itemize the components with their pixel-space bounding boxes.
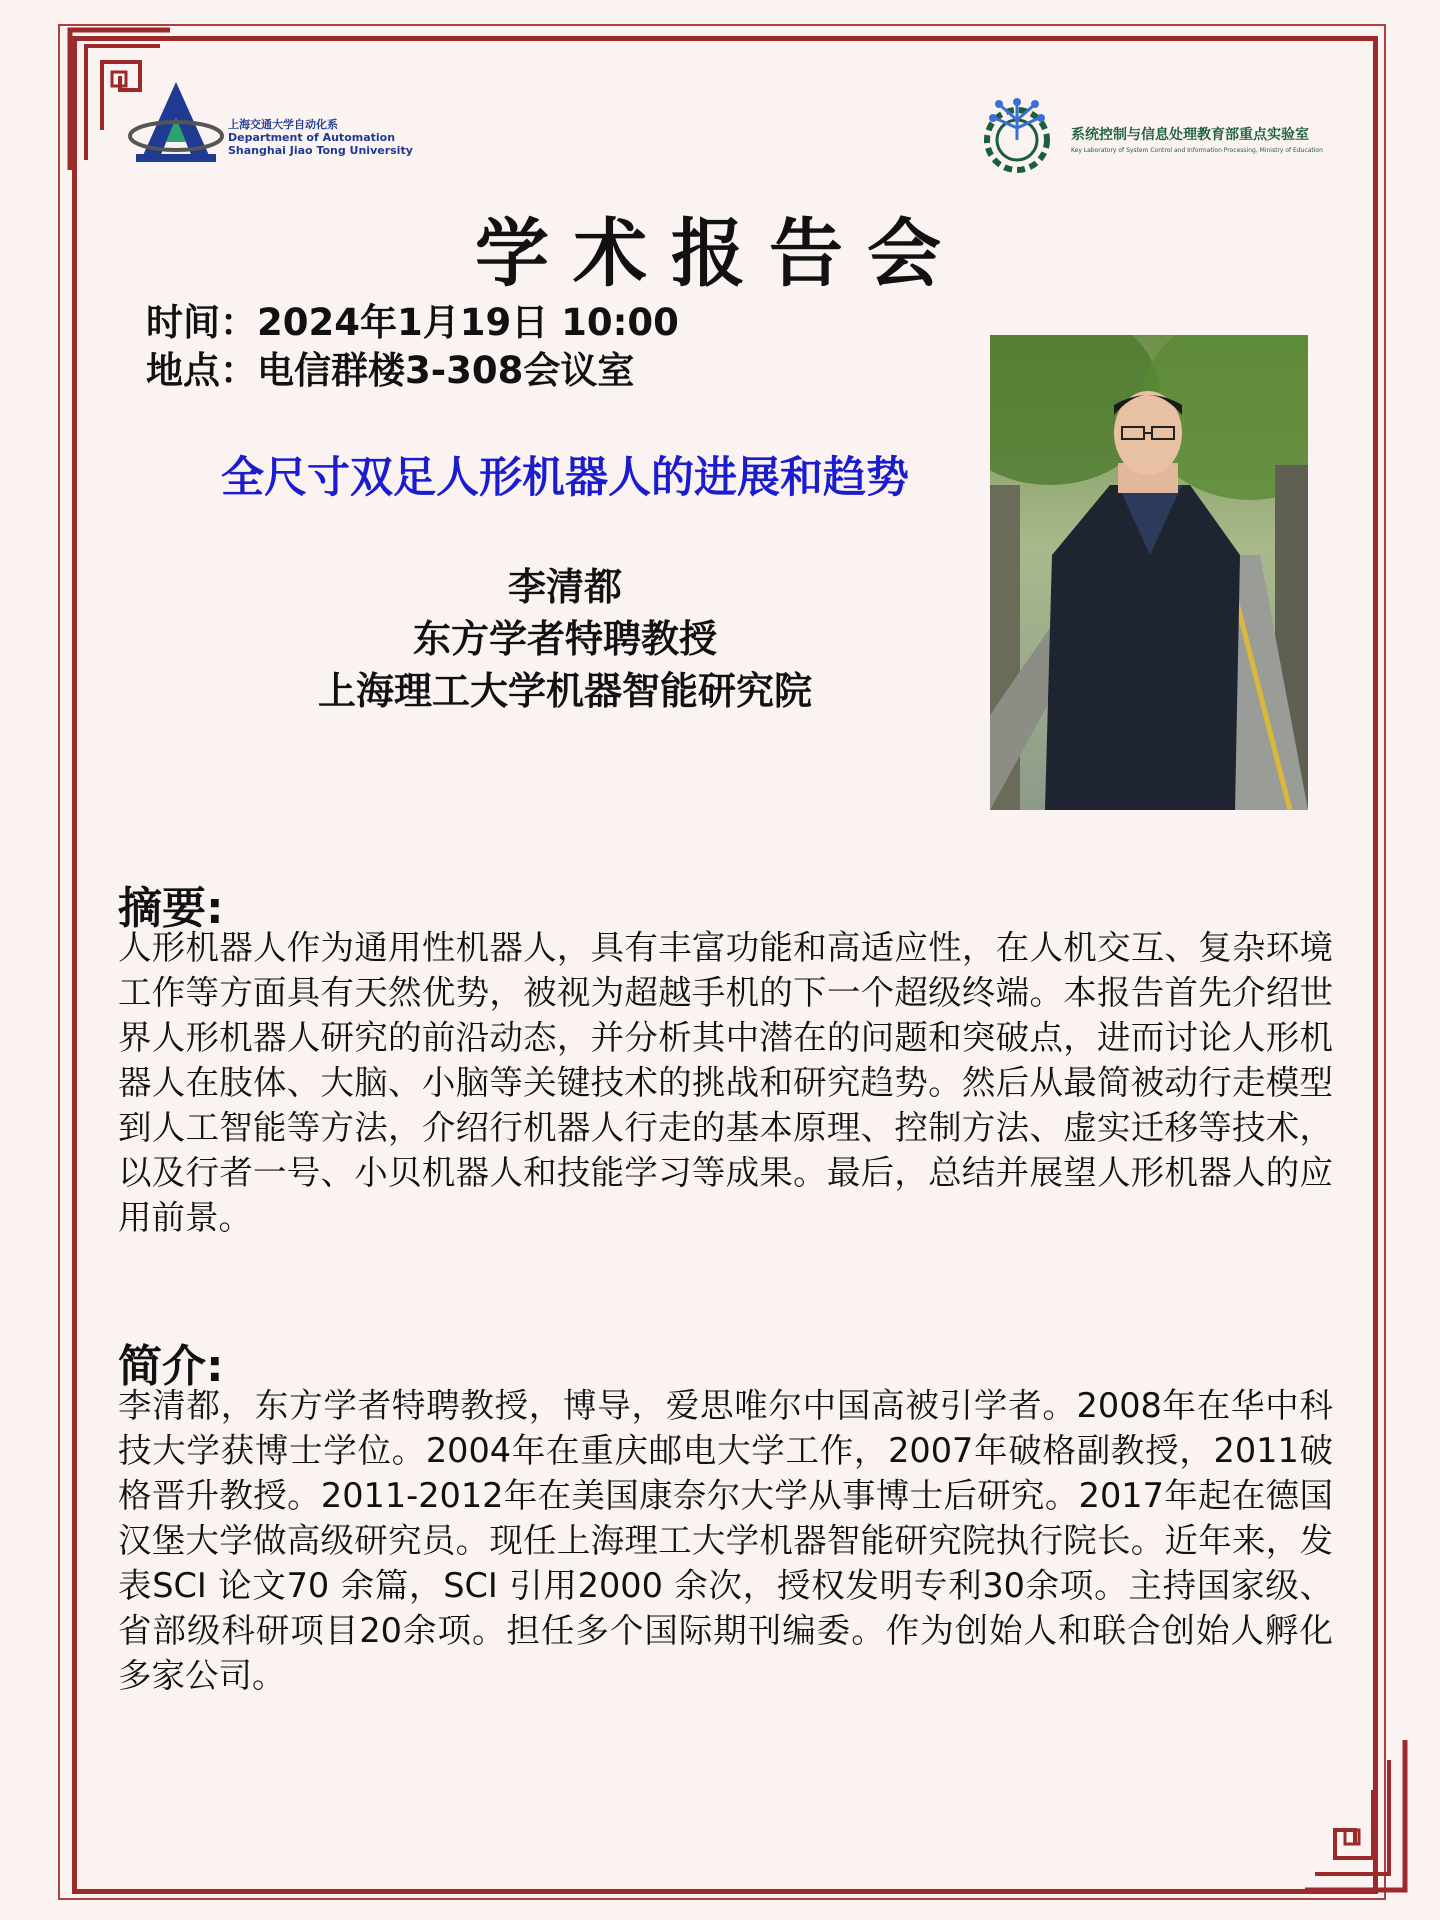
speaker-position: 东方学者特聘教授 [412, 617, 717, 661]
sjtu-logo-line-cn: 上海交通大学自动化系 [228, 118, 338, 131]
bottom-right-corner-ornament [1295, 1730, 1435, 1910]
sjtu-logo-line-en1: Department of Automation [228, 131, 396, 144]
speaker-photo [990, 335, 1308, 810]
speaker-affiliation: 上海理工大学机器智能研究院 [317, 669, 812, 713]
key-lab-name-cn: 系统控制与信息处理教育部重点实验室 [1071, 127, 1309, 143]
event-place: 地点：电信群楼3-308会议室 [146, 349, 635, 392]
sjtu-logo-text [228, 118, 413, 157]
page-title: 学术报告会 [475, 211, 965, 297]
sjtu-logo-line-en2: Shanghai Jiao Tong University [228, 144, 413, 157]
key-lab-name-en: Key Laboratory of System Control and Information Processing, Ministry of Education [1071, 147, 1323, 154]
sjtu-automation-logo [128, 78, 428, 168]
abstract-heading: 摘要: [118, 883, 224, 934]
key-lab-logo [975, 92, 1355, 182]
talk-title: 全尺寸双足人形机器人的进展和趋势 [221, 453, 909, 503]
bio-text: 李清都，东方学者特聘教授，博导，爱思唯尔中国高被引学者。2008年在华中科技大学获博士学位。2004年在重庆邮电大学工作，2007年破格副教授，2011破格晋升教授。2011-2012年在美国康奈尔大学从事博士后研究。2017年起在德国汉堡大学做高级研究员。现任上海理工大学机器智能研究院执行院长。近年来，发表SCI 论文70 余篇，SCI 引用2000 余次，授权发明专利30余项。主持国家级、省部级科研项目20余项。担任多个国际期刊编委。作为创始人和联合创始人孵化多家公司。 [118, 1386, 1333, 1695]
event-time: 时间：2024年1月19日 10:00 [146, 301, 679, 344]
abstract-text: 人形机器人作为通用性机器人，具有丰富功能和高适应性，在人机交互、复杂环境工作等方面具有天然优势，被视为超越手机的下一个超级终端。本报告首先介绍世界人形机器人研究的前沿动态，并分析其中潜在的问题和突破点，进而讨论人形机器人在肢体、大脑、小脑等关键技术的挑战和研究趋势。然后从最简被动行走模型到人工智能等方法，介绍行机器人行走的基本原理、控制方法、虚实迁移等技术，以及行者一号、小贝机器人和技能学习等成果。最后，总结并展望人形机器人的应用前景。 [118, 928, 1333, 1237]
key-lab-gear-icon [975, 92, 1059, 176]
bio-heading: 简介: [118, 1341, 224, 1392]
speaker-name: 李清都 [507, 565, 622, 609]
sjtu-emblem-icon [128, 78, 228, 168]
